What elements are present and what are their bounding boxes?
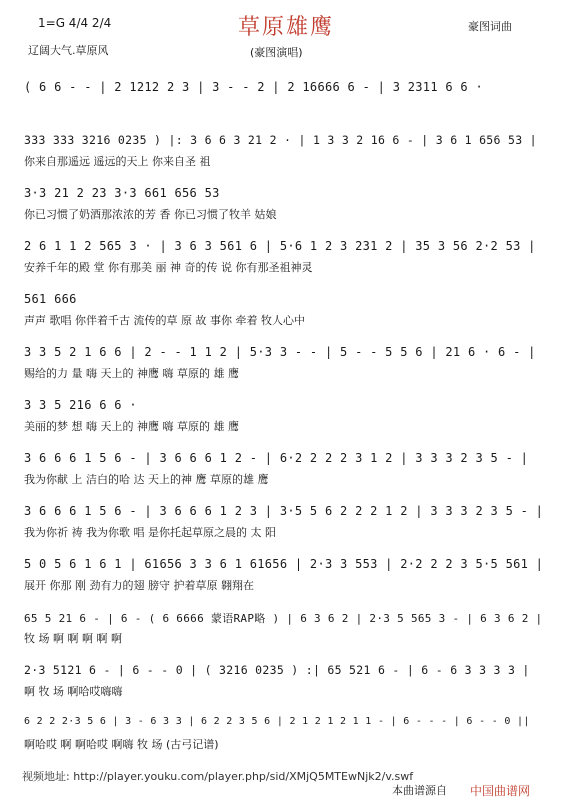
notation-line: 2 6 1 1 2 565 3 · | 3 6 3 561 6 | 5·6 1 2 3 231 2 | 35 3 56 2·2 53 | bbox=[24, 239, 536, 253]
lyric-line: 我为你献 上 洁白的哈 达 天上的神 鹰 草原的雄 鹰 bbox=[24, 473, 269, 486]
site-name[interactable]: 中国曲谱网 bbox=[470, 784, 531, 798]
notation-line: 3 6 6 6 1 5 6 - | 3 6 6 6 1 2 3 | 3·5 5 6 2 2 2 1 2 | 3 3 3 2 3 5 - | bbox=[24, 504, 544, 518]
notation-line: 561 666 bbox=[24, 292, 77, 306]
key-signature: 1=G 4/4 2/4 bbox=[38, 16, 112, 30]
video-url[interactable]: http://player.youku.com/player.php/sid/XMjQ5MTEwNjk2/v.swf bbox=[73, 770, 414, 783]
composer-credit: 豪图词曲 bbox=[468, 20, 512, 33]
notation-line: 3·3 21 2 23 3·3 661 656 53 bbox=[24, 186, 220, 200]
song-title: 草原雄鹰 bbox=[238, 15, 335, 40]
lyric-line: 我为你祈 祷 我为你歌 唱 是你托起草原之晨的 太 阳 bbox=[24, 526, 276, 539]
notation-line: 3 6 6 6 1 5 6 - | 3 6 6 6 1 2 - | 6·2 2 2 2 3 1 2 | 3 3 3 2 3 5 - | bbox=[24, 451, 529, 465]
lyric-line: 啊 牧 场 啊哈哎嗨嗨 bbox=[24, 685, 123, 698]
notation-line: 5 0 5 6 1 6 1 | 61656 3 3 6 1 61656 | 2·3 3 553 | 2·2 2 2 3 5·5 561 | bbox=[24, 557, 544, 571]
video-address bbox=[22, 768, 413, 784]
video-label: 视频地址: bbox=[22, 770, 70, 783]
lyric-line: 美丽的梦 想 嗨 天上的 神鹰 嗨 草原的 雄 鹰 bbox=[24, 420, 239, 433]
source-note: 本曲谱源自 bbox=[392, 784, 447, 797]
notation-line: 2·3 5121 6 - | 6 - - 0 | ( 3216 0235 ) :| 65 521 6 - | 6 - 6 3 3 3 3 | bbox=[24, 663, 530, 677]
notation-line: ( 6 6 - - | 2 1212 2 3 | 3 - - 2 | 2 16666 6 - | 3 2311 6 6 · bbox=[24, 80, 484, 94]
notation-line: 3 3 5 216 6 6 · bbox=[24, 398, 137, 412]
notation-line: 6 2 2 2·3 5 6 | 3 - 6 3 3 | 6 2 2 3 5 6 | 2 1 2 1 2 1 1 - | 6 - - - | 6 - - 0 || bbox=[24, 716, 530, 727]
notation-line: 3 3 5 2 1 6 6 | 2 - - 1 1 2 | 5·3 3 - - | 5 - - 5 5 6 | 21 6 · 6 - | bbox=[24, 345, 536, 359]
lyric-line: 你已习惯了奶酒那浓浓的芳 香 你已习惯了牧羊 姑娘 bbox=[24, 208, 277, 221]
lyric-line: 牧 场 啊 啊 啊 啊 啊 bbox=[24, 632, 122, 645]
lyric-line: 声声 歌唱 你伴着千古 流传的草 原 故 事你 牵着 牧人心中 bbox=[24, 314, 305, 327]
lyric-line: 你来自那遥远 遥远的天上 你来自圣 祖 bbox=[24, 155, 211, 168]
notation-line: 65 5 21 6 - | 6 - ( 6 6666 蒙语RAP略 ) | 6 3 6 2 | 2·3 5 565 3 - | 6 3 6 2 | bbox=[24, 612, 543, 625]
lyric-line: 安养千年的殿 堂 你有那美 丽 神 奇的传 说 你有那圣祖神灵 bbox=[24, 261, 313, 274]
lyric-line: 展开 你那 刚 劲有力的翅 膀守 护着草原 翱翔在 bbox=[24, 579, 254, 592]
lyric-line: 啊哈哎 啊 啊哈哎 啊嗨 牧 场 (古弓记谱) bbox=[24, 738, 219, 751]
style-note: 辽阔大气.草原风 bbox=[28, 44, 109, 57]
lyric-line: 赐给的力 量 嗨 天上的 神鹰 嗨 草原的 雄 鹰 bbox=[24, 367, 239, 380]
notation-line: 333 333 3216 0235 ) |: 3 6 6 3 21 2 · | 1 3 3 2 16 6 - | 3 6 1 656 53 | bbox=[24, 133, 537, 147]
singer-credit: (豪图演唱) bbox=[250, 46, 303, 59]
